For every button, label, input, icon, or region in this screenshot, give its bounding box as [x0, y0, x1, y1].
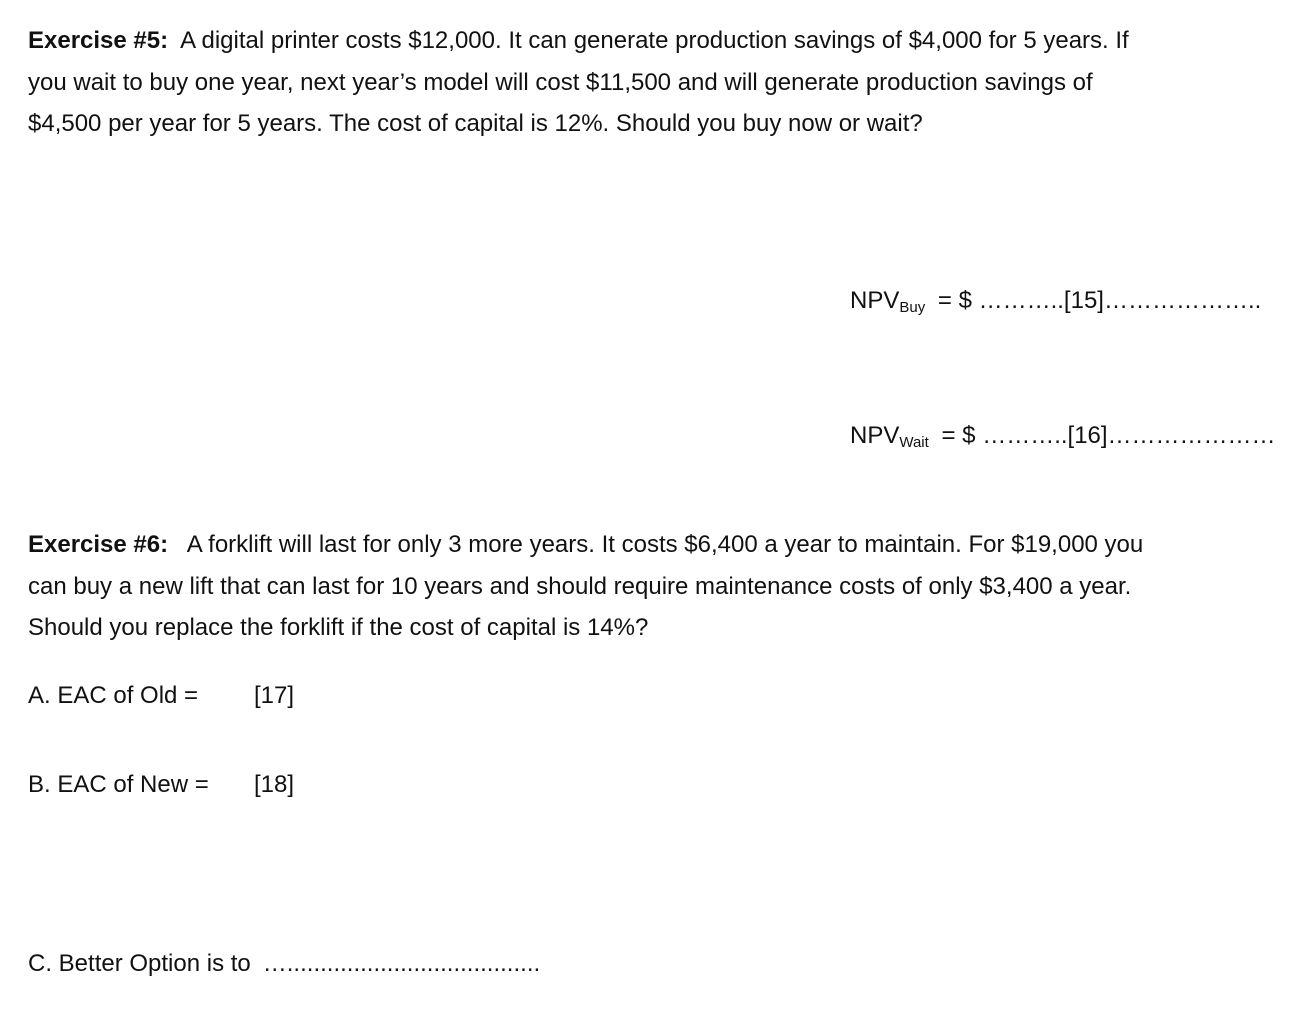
exercise-5-text-2: you wait to buy one year, next year’s model will cost $11,500 and will generate production savings of: [28, 68, 1093, 96]
exercise-6-text-2: can buy a new lift that can last for 10 years and should require maintenance costs of only $3,400 a year.: [28, 572, 1132, 600]
exercise-6-line-1: [28, 524, 1143, 566]
exercise-6-text-3: Should you replace the forklift if the cost of capital is 14%?: [28, 614, 649, 641]
exercise-5-text-1: A digital printer costs $12,000. It can generate production savings of $4,000 for 5 years. If: [180, 27, 1129, 54]
npv-buy-label: NPV: [850, 287, 900, 314]
npv-wait-blank: ………..[16]…………………: [982, 422, 1276, 449]
npv-buy-equals: = $: [937, 287, 972, 314]
npv-wait-answer-line: [850, 421, 1276, 454]
exercise-5-title: Exercise #5:: [28, 27, 169, 54]
npv-buy-answer-line: [850, 286, 1261, 319]
exercise-6-text-1: A forklift will last for only 3 more years. It costs $6,400 a year to maintain. For $19,000 you: [186, 531, 1144, 558]
exercise-5-line-1: [28, 20, 1129, 62]
eac-old-answer: [17]: [254, 682, 295, 709]
exercise-5-question: [28, 20, 1129, 145]
eac-old-item: [28, 681, 295, 711]
npv-wait-subscript: Wait: [899, 434, 929, 451]
exercise-6-title: Exercise #6:: [28, 531, 169, 558]
eac-old-label: A. EAC of Old =: [28, 682, 199, 709]
better-option-blank: …......................................: [262, 950, 541, 977]
eac-new-label: B. EAC of New =: [28, 771, 209, 798]
npv-buy-subscript: Buy: [899, 299, 926, 316]
exercise-5-text-3: $4,500 per year for 5 years. The cost of capital is 12%. Should you buy now or wait?: [28, 110, 923, 137]
eac-new-answer: [18]: [254, 771, 295, 798]
npv-wait-equals: = $: [941, 422, 976, 449]
exercise-6-question: [28, 524, 1143, 649]
npv-wait-label: NPV: [850, 422, 900, 449]
eac-new-item: [28, 770, 295, 800]
better-option-item: [28, 949, 540, 979]
npv-buy-blank: ………..[15]………………..: [978, 287, 1262, 314]
better-option-label: C. Better Option is to: [28, 950, 251, 977]
